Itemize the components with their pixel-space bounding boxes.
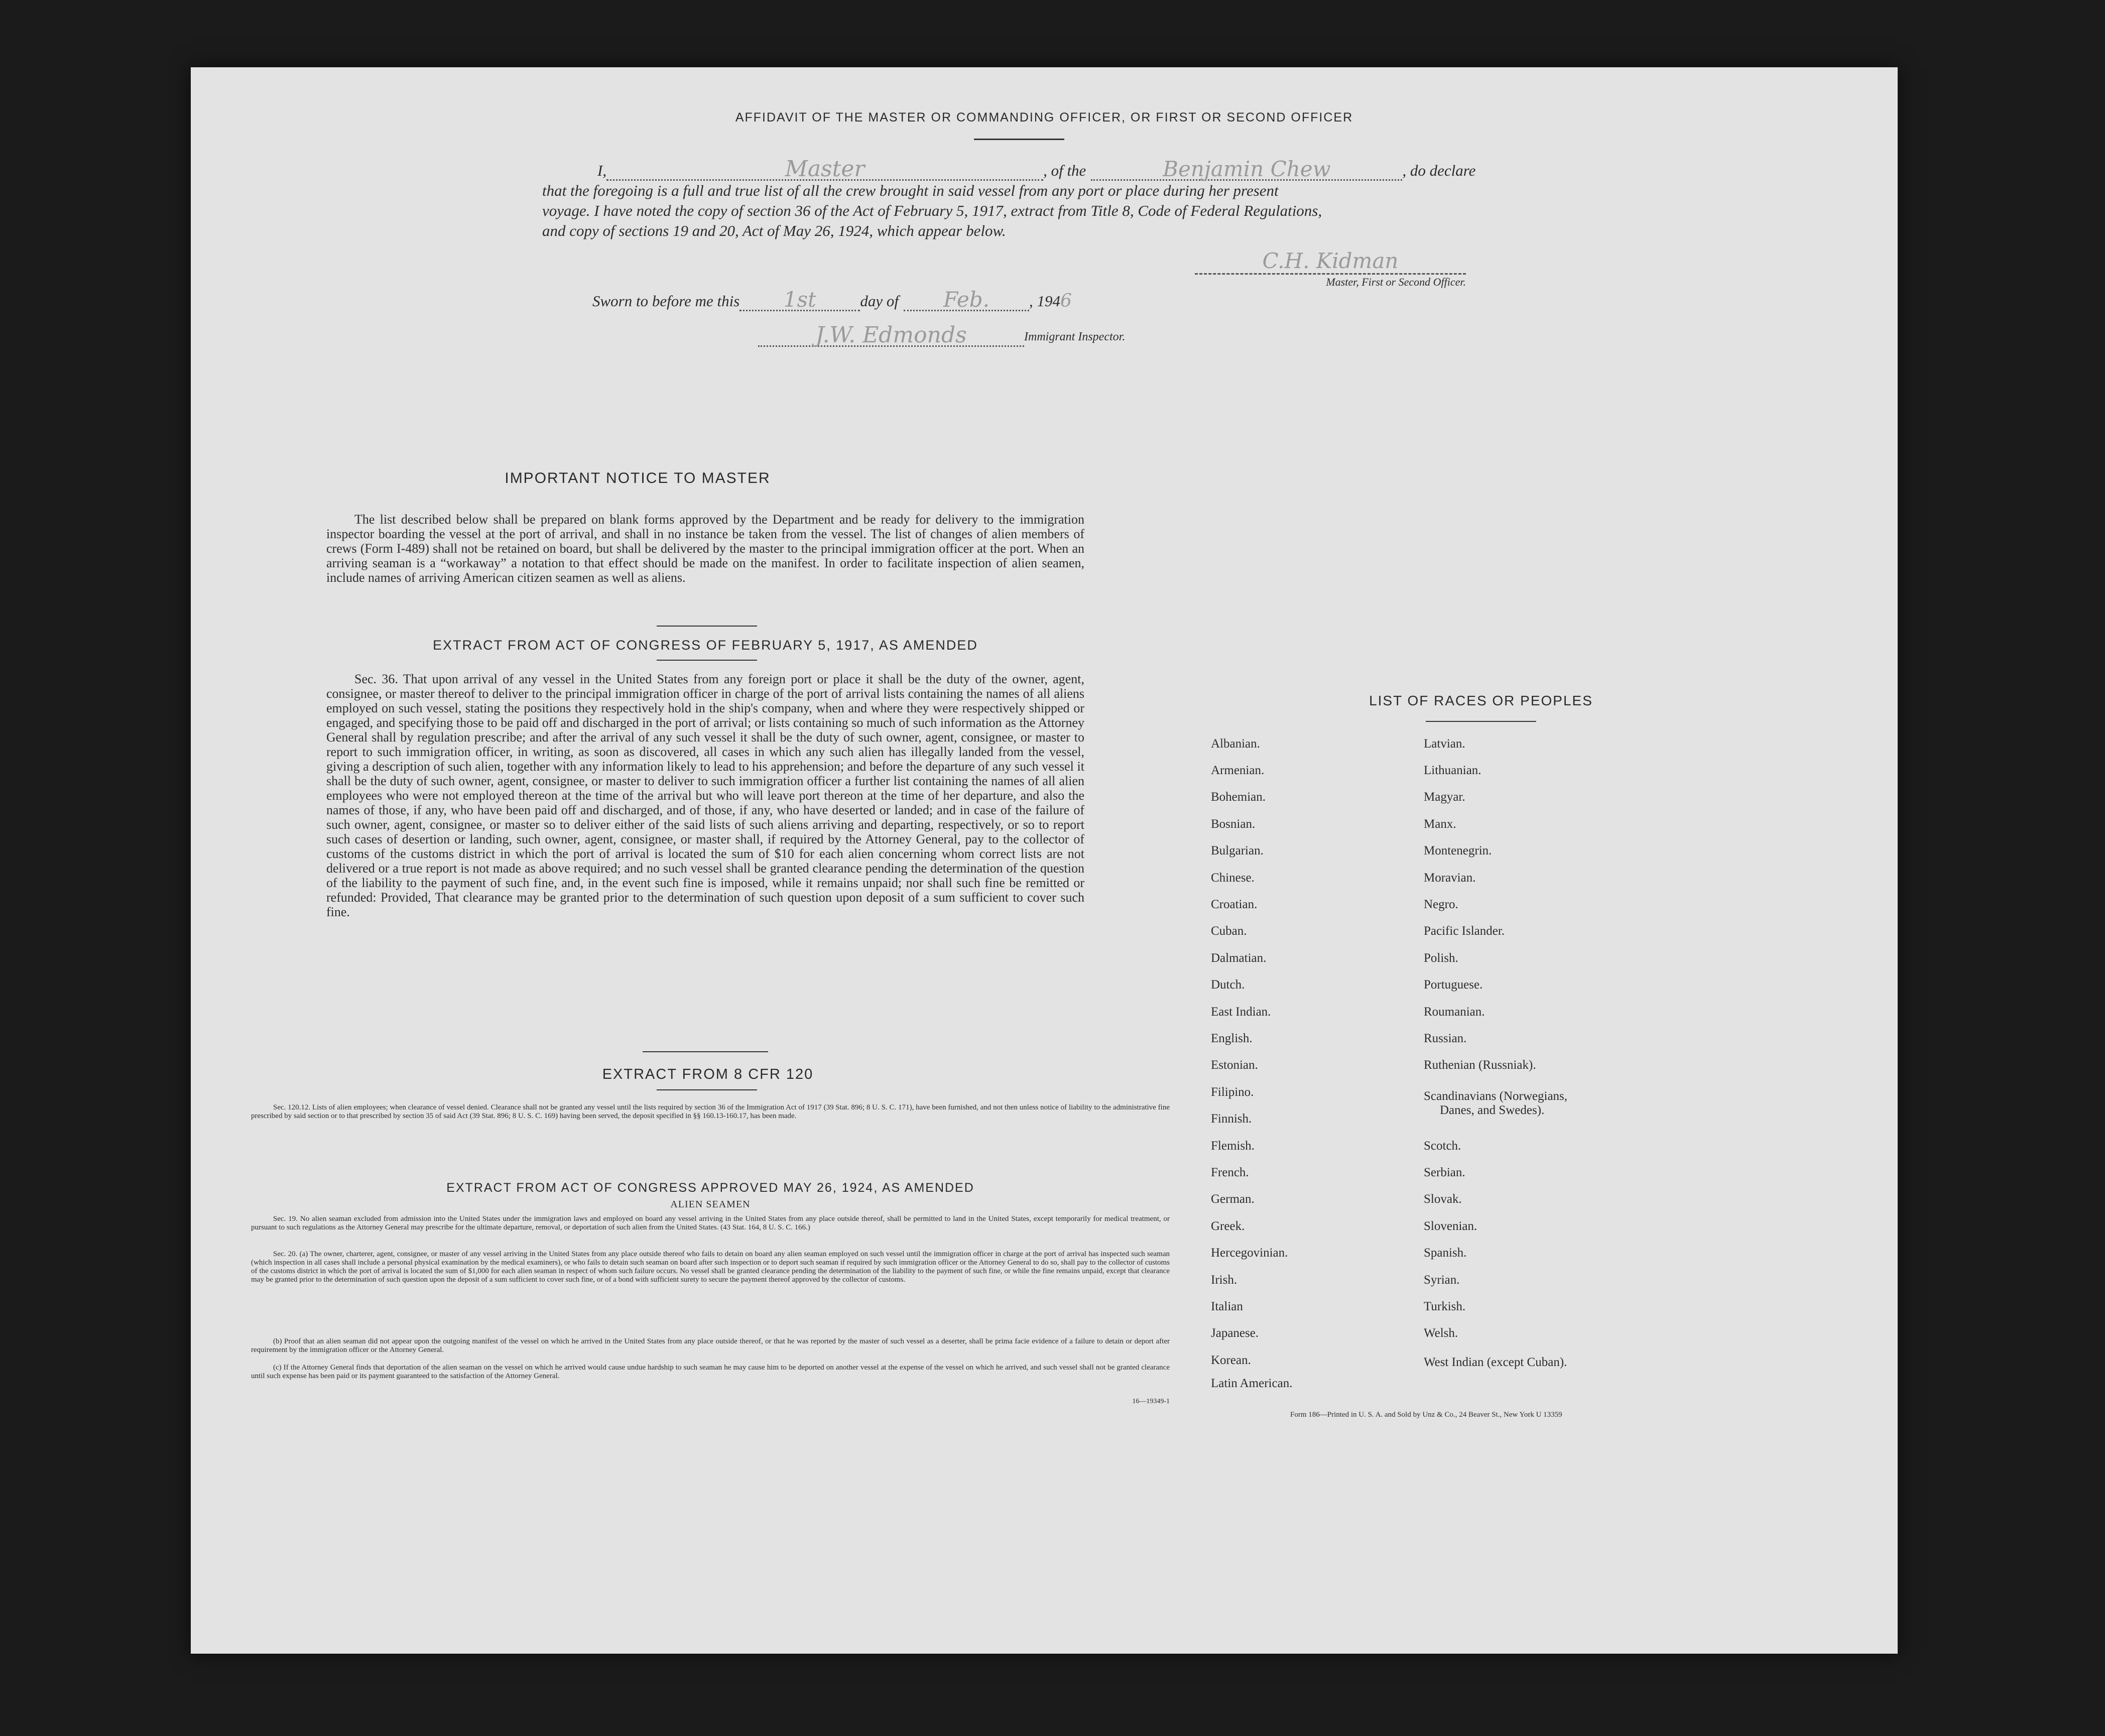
race-item: Dutch.: [1211, 978, 1245, 991]
race-item: Montenegrin.: [1424, 844, 1492, 857]
race-item: Chinese.: [1211, 871, 1255, 885]
do-declare-label: , do declare: [1402, 162, 1476, 179]
race-item: Estonian.: [1211, 1058, 1258, 1072]
race-item: English.: [1211, 1032, 1253, 1045]
sworn-label: Sworn to before me this: [592, 292, 740, 310]
affidavit-line-1: [597, 156, 1682, 182]
affidavit-line-3: voyage. I have noted the copy of section 36 of the Act of February 5, 1917, extract from Title 8, Code of Federal Regulations,: [542, 202, 1322, 219]
race-item: Welsh.: [1424, 1326, 1458, 1340]
race-item: Bulgarian.: [1211, 844, 1264, 857]
cfr-top-divider: [643, 1051, 768, 1052]
race-item: Cuban.: [1211, 924, 1247, 938]
race-item: Manx.: [1424, 817, 1456, 831]
extract-1924-heading: EXTRACT FROM ACT OF CONGRESS APPROVED MAY 26, 1924, AS AMENDED: [446, 1181, 974, 1195]
race-item: Scotch.: [1424, 1139, 1461, 1153]
year-handwriting: 6: [1060, 291, 1072, 311]
extract-1917-body: Sec. 36. That upon arrival of any vessel in the United States from any foreign port or place it shall be the duty of the owner, agent, consignee, or master thereof to deliver to the principal immigration officer in charge of the port of arrival lists containing the names of all aliens employed on such vessel, stating the positions they respectively hold in the ship's company, when and where they were respectively shipped or engaged, and specifying those to be paid off and discharged in the port of arrival; or lists containing so much of such information as the Attorney General shall by regulation prescribe; and after the arrival of any such vessel it shall be the duty of such owner, agent, consignee, or master to report to such immigration officer, in writing, as soon as discovered, all cases in which any such alien has illegally landed from the vessel, giving a description of such alien, together with any information likely to lead to his apprehension; and before the departure of any such vessel it shall be the duty of such owner, agent, consignee, or master to deliver to such immigration officer a further list containing the names of all alien employees who were not employed thereon at the time of the arrival but who will leave port thereon at the time of her departure, and also the names of those, if any, who have been paid off and discharged, and of those, if any, who have deserted or landed; and in case of the failure of such owner, agent, consignee, or master so to deliver either of the said lists of such aliens arriving and departing, respectively, or so to report such cases of desertion or landing, such owner, agent, consignee, or master shall, if required by the Attorney General, pay to the collector of customs of the customs district in which the port of arrival is located the sum of $10 for each alien concerning whom correct lists are not delivered or a true report is not made as above required; and no such vessel shall be granted clearance pending the determination of the question of the liability to the payment of such fine, and, in the event such fine is imposed, while it remains unpaid; nor shall such fine be remitted or refunded: Provided, That clearance may be granted prior to the determination of such question upon deposit of a sum sufficient to cover such fine.: [326, 672, 1084, 919]
race-item: Latvian.: [1424, 737, 1465, 751]
race-item: Finnish.: [1211, 1112, 1252, 1126]
race-item: Croatian.: [1211, 898, 1258, 911]
race-item: German.: [1211, 1192, 1255, 1206]
race-item: Scandinavians (Norwegians,: [1424, 1089, 1568, 1103]
cfr-heading: EXTRACT FROM 8 CFR 120: [602, 1066, 814, 1082]
race-item: Moravian.: [1424, 871, 1476, 885]
sworn-day-handwriting: 1st: [783, 287, 816, 312]
signature-caption: Master, First or Second Officer.: [1326, 276, 1466, 288]
race-item: Russian.: [1424, 1032, 1467, 1045]
sworn-month-handwriting: Feb.: [943, 287, 989, 312]
race-item: Portuguese.: [1424, 978, 1483, 991]
extract-1924-sec20c: (c) If the Attorney General finds that deportation of the alien seaman on the vessel on which he arrived would cause undue hardship to such seaman he may cause him to be deported on another vessel at the expense of the vessel on which he arrived, and such vessel shall not be granted clearance until such expense has been paid or its payment guaranteed to the satisfaction of the Attorney General.: [251, 1363, 1170, 1380]
race-item: Bohemian.: [1211, 790, 1266, 804]
alien-seamen-subheading: ALIEN SEAMEN: [670, 1199, 751, 1210]
master-field: [606, 156, 1043, 182]
race-item: Latin American.: [1211, 1377, 1293, 1390]
races-divider: [1426, 721, 1536, 722]
day-of-label: day of: [860, 292, 899, 310]
race-item: Syrian.: [1424, 1273, 1460, 1287]
race-item: Danes, and Swedes).: [1440, 1103, 1545, 1117]
sworn-day-field: [739, 287, 860, 312]
inspector-field: [758, 323, 1024, 347]
race-item: Pacific Islander.: [1424, 924, 1505, 938]
race-item: Spanish.: [1424, 1246, 1467, 1260]
sworn-month-field: [904, 287, 1029, 312]
race-item: Serbian.: [1424, 1166, 1465, 1179]
race-item: Filipino.: [1211, 1085, 1254, 1099]
affidavit-line-2: that the foregoing is a full and true list of all the crew brought in said vessel from any port or place during her present: [542, 182, 1279, 199]
extract-1924-sec19: Sec. 19. No alien seaman excluded from admission into the United States under the immigration laws and employed on board any vessel arriving in the United States from any place outside thereof, shall be permitted to land in the United States, except temporarily for medical treatment, or pursuant to such regulations as the Attorney General may prescribe for the ultimate departure, removal, or deportation of such alien from the United States. (43 Stat. 164, 8 U. S. C. 166.): [251, 1215, 1170, 1231]
i-label: I,: [597, 162, 607, 179]
cfr-body: Sec. 120.12. Lists of alien employees; when clearance of vessel denied. Clearance shall not be granted any vessel until the lists required by section 36 of the Immigration Act of 1917 (39 Stat. 896; 8 U. S. C. 171), have been furnished, and not then unless notice of liability to the administrative fine prescribed by said section or to that prescribed by section 35 of said Act (39 Stat. 896; 8 U. S. C. 169) having been served, the deposit specified in §§ 160.13-160.17, has been made.: [251, 1103, 1170, 1120]
inspector-caption: Immigrant Inspector.: [1024, 330, 1126, 343]
race-item: Albanian.: [1211, 737, 1260, 751]
printer-footer: Form 186—Printed in U. S. A. and Sold by Unz & Co., 24 Beaver St., New York U 13359: [1290, 1411, 1562, 1419]
race-item: Slovak.: [1424, 1192, 1462, 1206]
affidavit-divider: [974, 139, 1064, 140]
extract-1924-sec20b: (b) Proof that an alien seaman did not appear upon the outgoing manifest of the vessel on which he arrived in the United States from any place outside thereof, or that he was reported by the master of such vessel as a deserter, shall be prima facie evidence of a failure to detain or deport after requirement by the immigration officer or the Attorney General.: [251, 1337, 1170, 1354]
race-item: Armenian.: [1211, 764, 1265, 777]
race-item: Negro.: [1424, 898, 1458, 911]
affidavit-line-4: and copy of sections 19 and 20, Act of May 26, 1924, which appear below.: [542, 222, 1006, 239]
notice-body: The list described below shall be prepared on blank forms approved by the Department and be ready for delivery to the immigration inspector boarding the vessel at the port of arrival, and shall in no instance be taken from the vessel. The list of changes of alien members of crews (Form I-489) shall not be retained on board, but shall be delivered by the master to the principal immigration officer at the port. When an arriving seaman is a “workaway” a notation to that effect should be made on the manifest. In order to facilitate inspection of alien seamen, include names of arriving American citizen seamen as well as aliens.: [326, 512, 1084, 585]
of-the-label: , of the: [1043, 162, 1086, 179]
race-item: East Indian.: [1211, 1005, 1271, 1019]
inspector-handwriting: J.W. Edmonds: [815, 322, 967, 348]
race-item: Korean.: [1211, 1353, 1251, 1367]
sworn-line: [592, 287, 1072, 312]
race-item: Roumanian.: [1424, 1005, 1485, 1019]
race-item: Flemish.: [1211, 1139, 1255, 1153]
race-item: Japanese.: [1211, 1326, 1259, 1340]
race-item: West Indian (except Cuban).: [1424, 1355, 1567, 1369]
race-item: Hercegovinian.: [1211, 1246, 1288, 1260]
race-item: Irish.: [1211, 1273, 1237, 1287]
race-item: Polish.: [1424, 951, 1458, 965]
race-item: Lithuanian.: [1424, 764, 1481, 777]
manifest-page: [191, 67, 1898, 1654]
signature-handwriting: C.H. Kidman: [1262, 249, 1399, 273]
race-item: French.: [1211, 1166, 1249, 1179]
race-item: Turkish.: [1424, 1300, 1466, 1313]
master-signature-block: [1195, 248, 1466, 289]
cfr-divider: [657, 1089, 757, 1090]
year-prefix: , 194: [1029, 292, 1060, 310]
affidavit-title: AFFIDAVIT OF THE MASTER OR COMMANDING OFFICER, OR FIRST OR SECOND OFFICER: [735, 110, 1353, 125]
extract-1917-heading: EXTRACT FROM ACT OF CONGRESS OF FEBRUARY 5, 1917, AS AMENDED: [433, 638, 978, 653]
race-item: Slovenian.: [1424, 1219, 1477, 1233]
vessel-handwriting: Benjamin Chew: [1163, 157, 1331, 181]
races-heading: LIST OF RACES OR PEOPLES: [1369, 693, 1593, 708]
race-item: Dalmatian.: [1211, 951, 1267, 965]
form-code: 16—19349-1: [1132, 1398, 1170, 1405]
notice-divider: [657, 626, 757, 627]
inspector-line: [758, 323, 1125, 347]
signature-line: [1195, 248, 1466, 275]
master-handwriting: Master: [785, 156, 865, 182]
race-item: Italian: [1211, 1300, 1243, 1313]
race-item: Ruthenian (Russniak).: [1424, 1058, 1536, 1072]
extract-1924-sec20a: Sec. 20. (a) The owner, charterer, agent, consignee, or master of any vessel arriving in the United States from any place outside thereof who fails to detain on board any alien seaman employed on such vessel until the immigration officer in charge at the port of arrival has inspected such seaman (which inspection in all cases shall include a personal physical examination by the medical examiners), or who fails to detain such seaman on board after such inspection or to deport such seaman if required by such immigration officer or the Attorney General to do so, shall pay to the collector of customs of the customs district in which the port of arrival is located the sum of $1,000 for each alien seaman in respect of whom such failure occurs. No vessel shall be granted clearance pending the determination of the liability to the payment of such fine, or while the fine remains unpaid, except that clearance may be granted prior to the determination of such question upon the deposit of a sum sufficient to cover such fine, or of a bond with sufficient surety to secure the payment thereof approved by the collector of customs.: [251, 1250, 1170, 1284]
race-item: Greek.: [1211, 1219, 1245, 1233]
extract-1917-divider: [657, 660, 757, 661]
notice-heading: IMPORTANT NOTICE TO MASTER: [505, 470, 771, 486]
vessel-field: [1091, 157, 1402, 181]
race-item: Magyar.: [1424, 790, 1465, 804]
affidavit-body: [542, 156, 1682, 241]
race-item: Bosnian.: [1211, 817, 1256, 831]
